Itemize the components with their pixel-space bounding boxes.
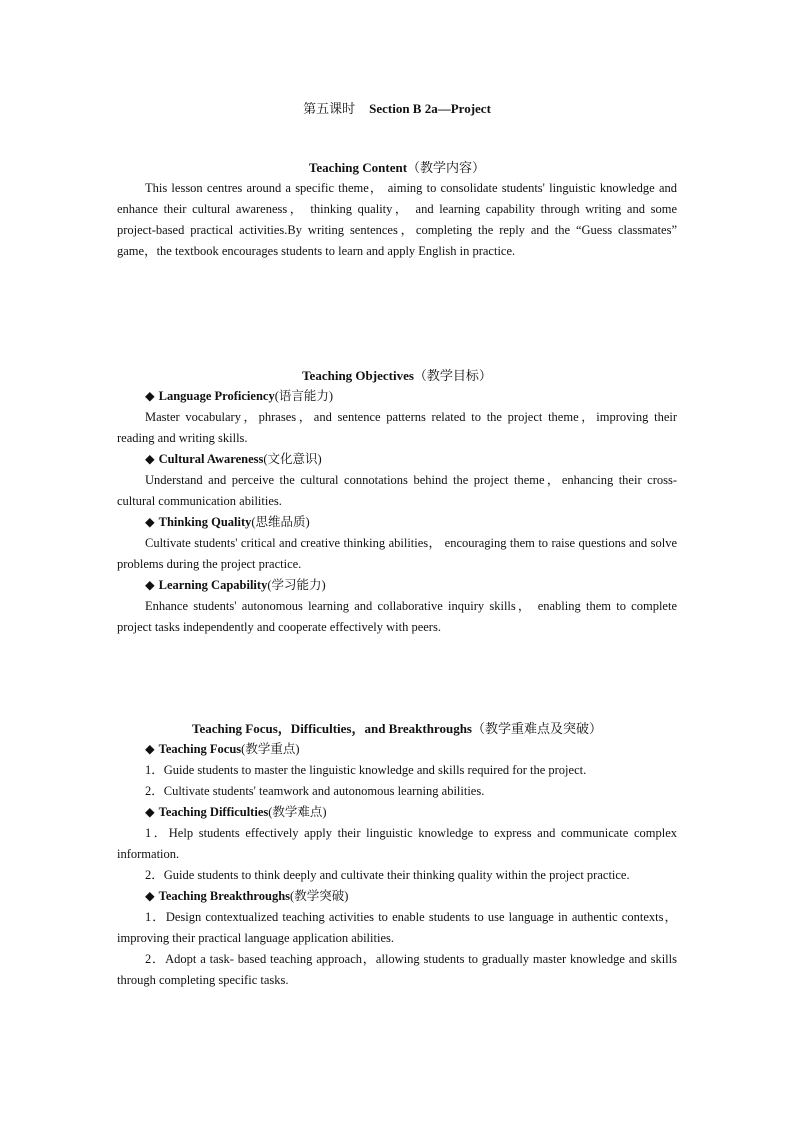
section-teaching-focus [117,718,677,991]
diamond-bullet-icon: ◆ [145,578,155,592]
objective-thinking-quality: ◆ Thinking Quality(思维品质) [145,515,310,529]
diamond-bullet-icon: ◆ [145,452,155,466]
heading-teaching-focus: Teaching Focus，Difficulties，and Breakthroughs（教学重难点及突破） [191,721,603,736]
objective-text: Enhance students' autonomous learning and collaborative inquiry skills， enabling them to complete project tasks independently and cooperate effectively with peers. [117,599,677,634]
focus-group-teaching-breakthroughs: ◆ Teaching Breakthroughs(教学突破) [145,889,349,903]
objective-text: Understand and perceive the cultural connotations behind the project theme，enhancing their cross- cultural communication abilities. [117,473,677,508]
focus-group-teaching-difficulties: ◆ Teaching Difficulties(教学难点) [145,805,327,819]
content-paragraph: This lesson centres around a specific theme， aiming to consolidate students' linguistic knowledge and enhance their cultural awareness， thinking quality， and learning capability through writing and some project-based practical activities.By writing sentences，completing the reply and the “Guess classmates” game，the textbook encourages students to learn and apply English in practice. [117,181,677,258]
numbered-point: 2．Adopt a task- based teaching approach，allowing students to gradually master knowledge and skills through completing specific tasks. [117,952,677,987]
objective-language-proficiency: ◆ Language Proficiency(语言能力) [145,389,334,403]
diamond-bullet-icon: ◆ [145,805,155,819]
objective-learning-capability: ◆ Learning Capability(学习能力) [145,578,326,592]
objective-cultural-awareness: ◆ Cultural Awareness(文化意识) [145,452,322,466]
numbered-point: 2．Guide students to think deeply and cultivate their thinking quality within the project practice. [145,868,630,882]
objective-text: Cultivate students' critical and creative thinking abilities， encouraging them to raise questions and solve problems during the project practice. [117,536,677,571]
page-title [0,98,794,117]
section-teaching-objectives [117,365,677,638]
title-lesson-number: 第五课时 [303,101,356,116]
diamond-bullet-icon: ◆ [145,742,155,756]
numbered-point: 2．Cultivate students' teamwork and autonomous learning abilities. [145,784,485,798]
title-section: Section B 2a—Project [369,101,491,116]
heading-teaching-objectives: Teaching Objectives（教学目标） [302,368,492,383]
diamond-bullet-icon: ◆ [145,389,155,403]
objective-text: Master vocabulary，phrases，and sentence patterns related to the project theme，improving their reading and writing skills. [117,410,677,445]
numbered-point: 1．Guide students to master the linguistic knowledge and skills required for the project. [145,763,587,777]
section-teaching-content [117,157,677,262]
diamond-bullet-icon: ◆ [145,889,155,903]
diamond-bullet-icon: ◆ [145,515,155,529]
focus-group-teaching-focus: ◆ Teaching Focus(教学重点) [145,742,300,756]
numbered-point: 1．Design contextualized teaching activities to enable students to use language in authentic contexts，improving their practical language application abilities. [117,910,677,945]
numbered-point: 1．Help students effectively apply their linguistic knowledge to express and communicate complex information. [117,826,677,861]
heading-teaching-content: Teaching Content（教学内容） [308,160,486,175]
